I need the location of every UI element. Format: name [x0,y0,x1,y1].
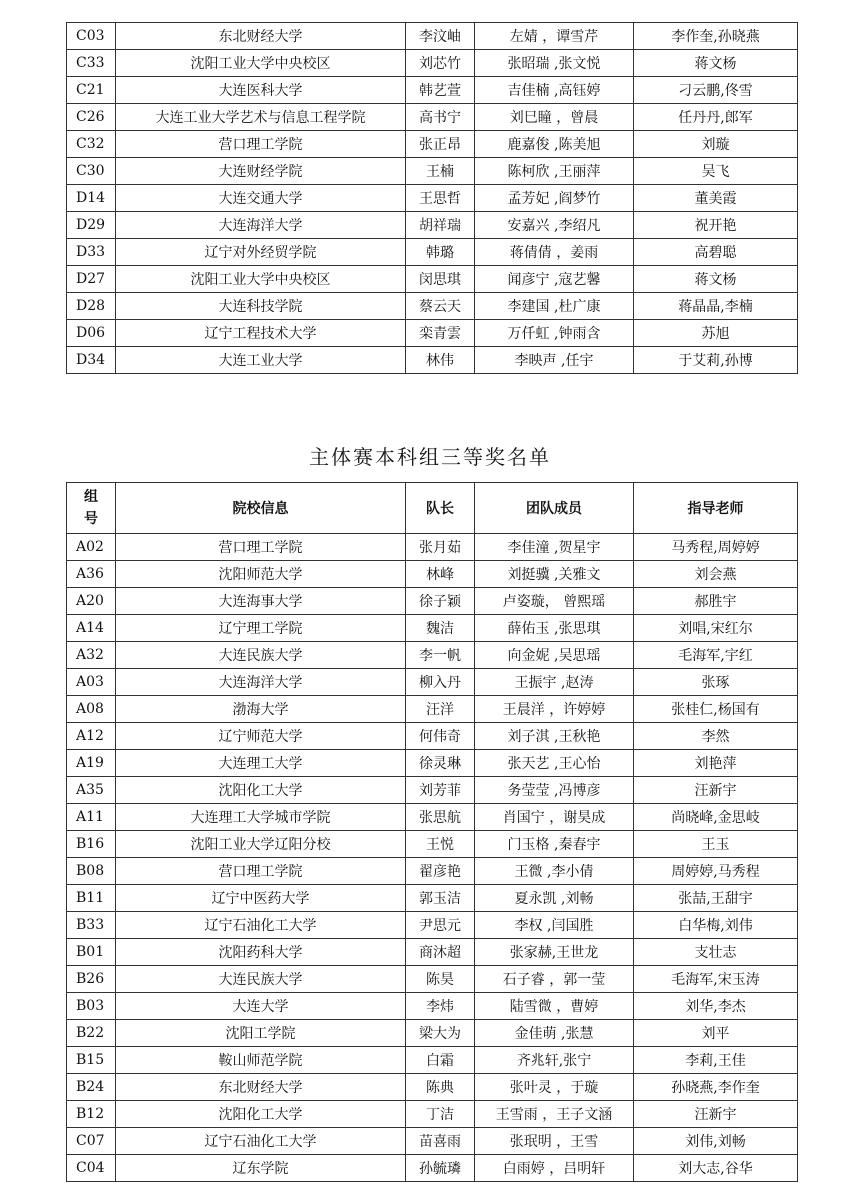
cell-advisor: 王玉 [634,831,798,858]
cell-captain: 胡祥瑞 [406,212,475,239]
cell-school: 沈阳工学院 [116,1020,406,1047]
table-row [67,1155,798,1182]
cell-captain: 高书宁 [406,104,475,131]
third-prize-table [66,482,798,1182]
cell-members: 王雪雨 ，王子文涵 [475,1101,634,1128]
cell-advisor: 祝开艳 [634,212,798,239]
table-row [67,158,798,185]
cell-school: 大连民族大学 [116,642,406,669]
cell-school: 辽宁中医药大学 [116,885,406,912]
cell-captain: 何伟奇 [406,723,475,750]
cell-school: 沈阳药科大学 [116,939,406,966]
cell-members: 李建国 ,杜广康 [475,293,634,320]
cell-group-code: D33 [67,239,116,266]
cell-members: 安嘉兴 ,李绍凡 [475,212,634,239]
cell-school: 大连交通大学 [116,185,406,212]
cell-members: 吉佳楠 ,高钰婷 [475,77,634,104]
table-row [67,966,798,993]
cell-captain: 蔡云天 [406,293,475,320]
cell-captain: 韩璐 [406,239,475,266]
cell-school: 沈阳化工大学 [116,1101,406,1128]
cell-advisor: 刘唱,宋红尔 [634,615,798,642]
cell-members: 王振宇 ,赵涛 [475,669,634,696]
header-captain: 队长 [406,483,475,534]
cell-school: 辽宁工程技术大学 [116,320,406,347]
table-row [67,642,798,669]
cell-members: 齐兆轩,张宁 [475,1047,634,1074]
cell-members: 蒋倩倩 ，姜雨 [475,239,634,266]
cell-group-code: D29 [67,212,116,239]
cell-captain: 刘芯竹 [406,50,475,77]
cell-group-code: C21 [67,77,116,104]
cell-members: 王微 ,李小倩 [475,858,634,885]
cell-group-code: A12 [67,723,116,750]
cell-school: 沈阳工业大学辽阳分校 [116,831,406,858]
cell-school: 营口理工学院 [116,858,406,885]
table-row [67,239,798,266]
cell-group-code: A02 [67,534,116,561]
cell-school: 辽宁师范大学 [116,723,406,750]
cell-group-code: A14 [67,615,116,642]
cell-members: 白雨婷 ，吕明轩 [475,1155,634,1182]
cell-captain: 闵思琪 [406,266,475,293]
table-row [67,131,798,158]
cell-group-code: A20 [67,588,116,615]
cell-captain: 苗喜雨 [406,1128,475,1155]
cell-group-code: A32 [67,642,116,669]
cell-advisor: 任丹丹,郎军 [634,104,798,131]
cell-captain: 李炜 [406,993,475,1020]
cell-advisor: 张桂仁,杨国有 [634,696,798,723]
cell-advisor: 孙晓燕,李作奎 [634,1074,798,1101]
cell-advisor: 毛海军,宇红 [634,642,798,669]
cell-school: 大连理工大学城市学院 [116,804,406,831]
cell-group-code: D06 [67,320,116,347]
cell-captain: 栾青雲 [406,320,475,347]
cell-members: 张昭瑞 ,张文悦 [475,50,634,77]
table-row [67,993,798,1020]
table-row [67,212,798,239]
section-title: 主体赛本科组三等奖名单 [309,445,551,469]
cell-school: 辽宁对外经贸学院 [116,239,406,266]
table-row [67,347,798,374]
cell-school: 营口理工学院 [116,534,406,561]
table-row [67,831,798,858]
header-advisor: 指导老师 [634,483,798,534]
cell-group-code: B15 [67,1047,116,1074]
cell-captain: 魏洁 [406,615,475,642]
cell-group-code: B12 [67,1101,116,1128]
cell-group-code: A03 [67,669,116,696]
cell-members: 王晨洋 ，许婷婷 [475,696,634,723]
cell-school: 东北财经大学 [116,23,406,50]
cell-advisor: 刘会燕 [634,561,798,588]
cell-advisor: 汪新宇 [634,1101,798,1128]
cell-members: 刘挺骥 ,关雅文 [475,561,634,588]
cell-school: 沈阳化工大学 [116,777,406,804]
cell-advisor: 李然 [634,723,798,750]
cell-advisor: 于艾莉,孙博 [634,347,798,374]
table-row [67,750,798,777]
table-row [67,293,798,320]
cell-school: 大连民族大学 [116,966,406,993]
cell-captain: 张正昂 [406,131,475,158]
cell-group-code: A08 [67,696,116,723]
cell-school: 东北财经大学 [116,1074,406,1101]
header-school: 院校信息 [116,483,406,534]
table-row [67,77,798,104]
table-row [67,912,798,939]
cell-group-code: A35 [67,777,116,804]
cell-captain: 尹思元 [406,912,475,939]
cell-school: 营口理工学院 [116,131,406,158]
table-row [67,23,798,50]
cell-members: 左婧 ，谭雪芹 [475,23,634,50]
cell-school: 大连医科大学 [116,77,406,104]
cell-group-code: A11 [67,804,116,831]
cell-school: 大连海洋大学 [116,212,406,239]
cell-members: 石子睿 ，郭一莹 [475,966,634,993]
table-row [67,858,798,885]
cell-advisor: 刘伟,刘畅 [634,1128,798,1155]
cell-captain: 李汶岫 [406,23,475,50]
cell-school: 沈阳工业大学中央校区 [116,266,406,293]
table-row [67,1047,798,1074]
cell-captain: 刘芳菲 [406,777,475,804]
cell-captain: 陈典 [406,1074,475,1101]
cell-school: 大连海洋大学 [116,669,406,696]
cell-advisor: 蒋文杨 [634,50,798,77]
cell-members: 务莹莹 ,冯博彦 [475,777,634,804]
cell-group-code: D34 [67,347,116,374]
cell-members: 薛佑玉 ,张思琪 [475,615,634,642]
cell-members: 张天艺 ,王心怡 [475,750,634,777]
cell-school: 鞍山师范学院 [116,1047,406,1074]
table-row [67,615,798,642]
table-row [67,185,798,212]
table-row [67,1101,798,1128]
cell-members: 门玉格 ,秦春宇 [475,831,634,858]
cell-advisor: 郝胜宇 [634,588,798,615]
cell-group-code: B03 [67,993,116,1020]
header-group-line2: 号 [84,511,98,527]
cell-advisor: 刁云鹏,佟雪 [634,77,798,104]
cell-school: 大连大学 [116,993,406,1020]
cell-advisor: 张喆,王甜宇 [634,885,798,912]
cell-captain: 李一帆 [406,642,475,669]
cell-members: 张珉明 ，王雪 [475,1128,634,1155]
cell-school: 渤海大学 [116,696,406,723]
header-members: 团队成员 [475,483,634,534]
table-row [67,777,798,804]
table-row [67,561,798,588]
cell-group-code: C30 [67,158,116,185]
cell-members: 向金妮 ,吴思瑶 [475,642,634,669]
cell-advisor: 汪新宇 [634,777,798,804]
cell-advisor: 毛海军,宋玉涛 [634,966,798,993]
cell-advisor: 周婷婷,马秀程 [634,858,798,885]
cell-members: 张家赫,王世龙 [475,939,634,966]
cell-members: 肖国宁 ，谢昊成 [475,804,634,831]
cell-school: 沈阳工业大学中央校区 [116,50,406,77]
cell-members: 金佳萌 ,张慧 [475,1020,634,1047]
cell-captain: 徐子颖 [406,588,475,615]
cell-school: 大连工业大学 [116,347,406,374]
cell-school: 辽宁石油化工大学 [116,912,406,939]
table-row [67,804,798,831]
cell-members: 卢姿璇， 曾熙瑶 [475,588,634,615]
table-row [67,939,798,966]
table-header-row [67,483,798,534]
cell-advisor: 董美霞 [634,185,798,212]
cell-captain: 商沐超 [406,939,475,966]
cell-school: 大连科技学院 [116,293,406,320]
awards-table-continued-body [67,23,798,374]
table-row [67,885,798,912]
cell-advisor: 马秀程,周婷婷 [634,534,798,561]
cell-group-code: D27 [67,266,116,293]
cell-advisor: 刘华,李杰 [634,993,798,1020]
cell-advisor: 刘大志,谷华 [634,1155,798,1182]
table-row [67,669,798,696]
cell-members: 刘巳瞳 ，曾晨 [475,104,634,131]
cell-school: 大连财经学院 [116,158,406,185]
cell-group-code: B24 [67,1074,116,1101]
cell-members: 李权 ,闫国胜 [475,912,634,939]
cell-advisor: 李莉,王佳 [634,1047,798,1074]
cell-advisor: 高碧聪 [634,239,798,266]
cell-members: 李映声 ,任宇 [475,347,634,374]
cell-advisor: 苏旭 [634,320,798,347]
cell-captain: 王思哲 [406,185,475,212]
cell-members: 陈柯欣 ,王丽萍 [475,158,634,185]
cell-group-code: B33 [67,912,116,939]
cell-members: 闻彦宁 ,寇艺馨 [475,266,634,293]
table-row [67,320,798,347]
cell-captain: 王悦 [406,831,475,858]
cell-school: 沈阳师范大学 [116,561,406,588]
cell-advisor: 刘璇 [634,131,798,158]
cell-captain: 陈昊 [406,966,475,993]
cell-advisor: 张琢 [634,669,798,696]
cell-group-code: C33 [67,50,116,77]
cell-members: 鹿嘉俊 ,陈美旭 [475,131,634,158]
cell-members: 刘子淇 ,王秋艳 [475,723,634,750]
awards-table-continued [66,22,798,374]
cell-captain: 张月茹 [406,534,475,561]
cell-advisor: 刘平 [634,1020,798,1047]
table-row [67,588,798,615]
cell-group-code: C07 [67,1128,116,1155]
third-prize-table-body [67,534,798,1182]
cell-captain: 郭玉洁 [406,885,475,912]
header-group-line1: 组 [84,489,98,505]
cell-captain: 徐灵琳 [406,750,475,777]
cell-captain: 白霜 [406,1047,475,1074]
table-row [67,104,798,131]
cell-group-code: A19 [67,750,116,777]
table-row [67,1020,798,1047]
cell-captain: 孙毓璘 [406,1155,475,1182]
table-row [67,1128,798,1155]
cell-group-code: A36 [67,561,116,588]
cell-school: 辽宁石油化工大学 [116,1128,406,1155]
cell-group-code: B11 [67,885,116,912]
cell-group-code: B08 [67,858,116,885]
cell-advisor: 尚晓峰,金思岐 [634,804,798,831]
cell-members: 孟芳妃 ,阎梦竹 [475,185,634,212]
cell-group-code: C03 [67,23,116,50]
cell-advisor: 蒋晶晶,李楠 [634,293,798,320]
cell-advisor: 支壮志 [634,939,798,966]
cell-captain: 王楠 [406,158,475,185]
cell-advisor: 白华梅,刘伟 [634,912,798,939]
cell-group-code: C32 [67,131,116,158]
cell-group-code: B22 [67,1020,116,1047]
cell-captain: 汪洋 [406,696,475,723]
table-row [67,266,798,293]
cell-advisor: 李作奎,孙晓燕 [634,23,798,50]
cell-school: 大连工业大学艺术与信息工程学院 [116,104,406,131]
table-row [67,50,798,77]
cell-group-code: D14 [67,185,116,212]
cell-captain: 丁洁 [406,1101,475,1128]
cell-captain: 韩艺萱 [406,77,475,104]
header-group [67,483,116,534]
cell-group-code: B01 [67,939,116,966]
cell-school: 辽东学院 [116,1155,406,1182]
table-row [67,534,798,561]
cell-captain: 翟彦艳 [406,858,475,885]
cell-members: 张叶灵 ，于璇 [475,1074,634,1101]
cell-advisor: 蒋文杨 [634,266,798,293]
cell-school: 大连海事大学 [116,588,406,615]
cell-captain: 梁大为 [406,1020,475,1047]
cell-group-code: C04 [67,1155,116,1182]
cell-captain: 林伟 [406,347,475,374]
cell-members: 陆雪微 ，曹婷 [475,993,634,1020]
cell-captain: 张思航 [406,804,475,831]
table-row [67,723,798,750]
cell-members: 李佳潼 ,贺星宇 [475,534,634,561]
cell-members: 夏永凯 ,刘畅 [475,885,634,912]
cell-group-code: C26 [67,104,116,131]
cell-captain: 林峰 [406,561,475,588]
cell-group-code: D28 [67,293,116,320]
cell-group-code: B26 [67,966,116,993]
cell-advisor: 刘艳萍 [634,750,798,777]
cell-captain: 柳入丹 [406,669,475,696]
cell-members: 万仟虹 ,钟雨含 [475,320,634,347]
cell-school: 大连理工大学 [116,750,406,777]
cell-group-code: B16 [67,831,116,858]
table-row [67,696,798,723]
cell-advisor: 吴飞 [634,158,798,185]
cell-school: 辽宁理工学院 [116,615,406,642]
table-row [67,1074,798,1101]
